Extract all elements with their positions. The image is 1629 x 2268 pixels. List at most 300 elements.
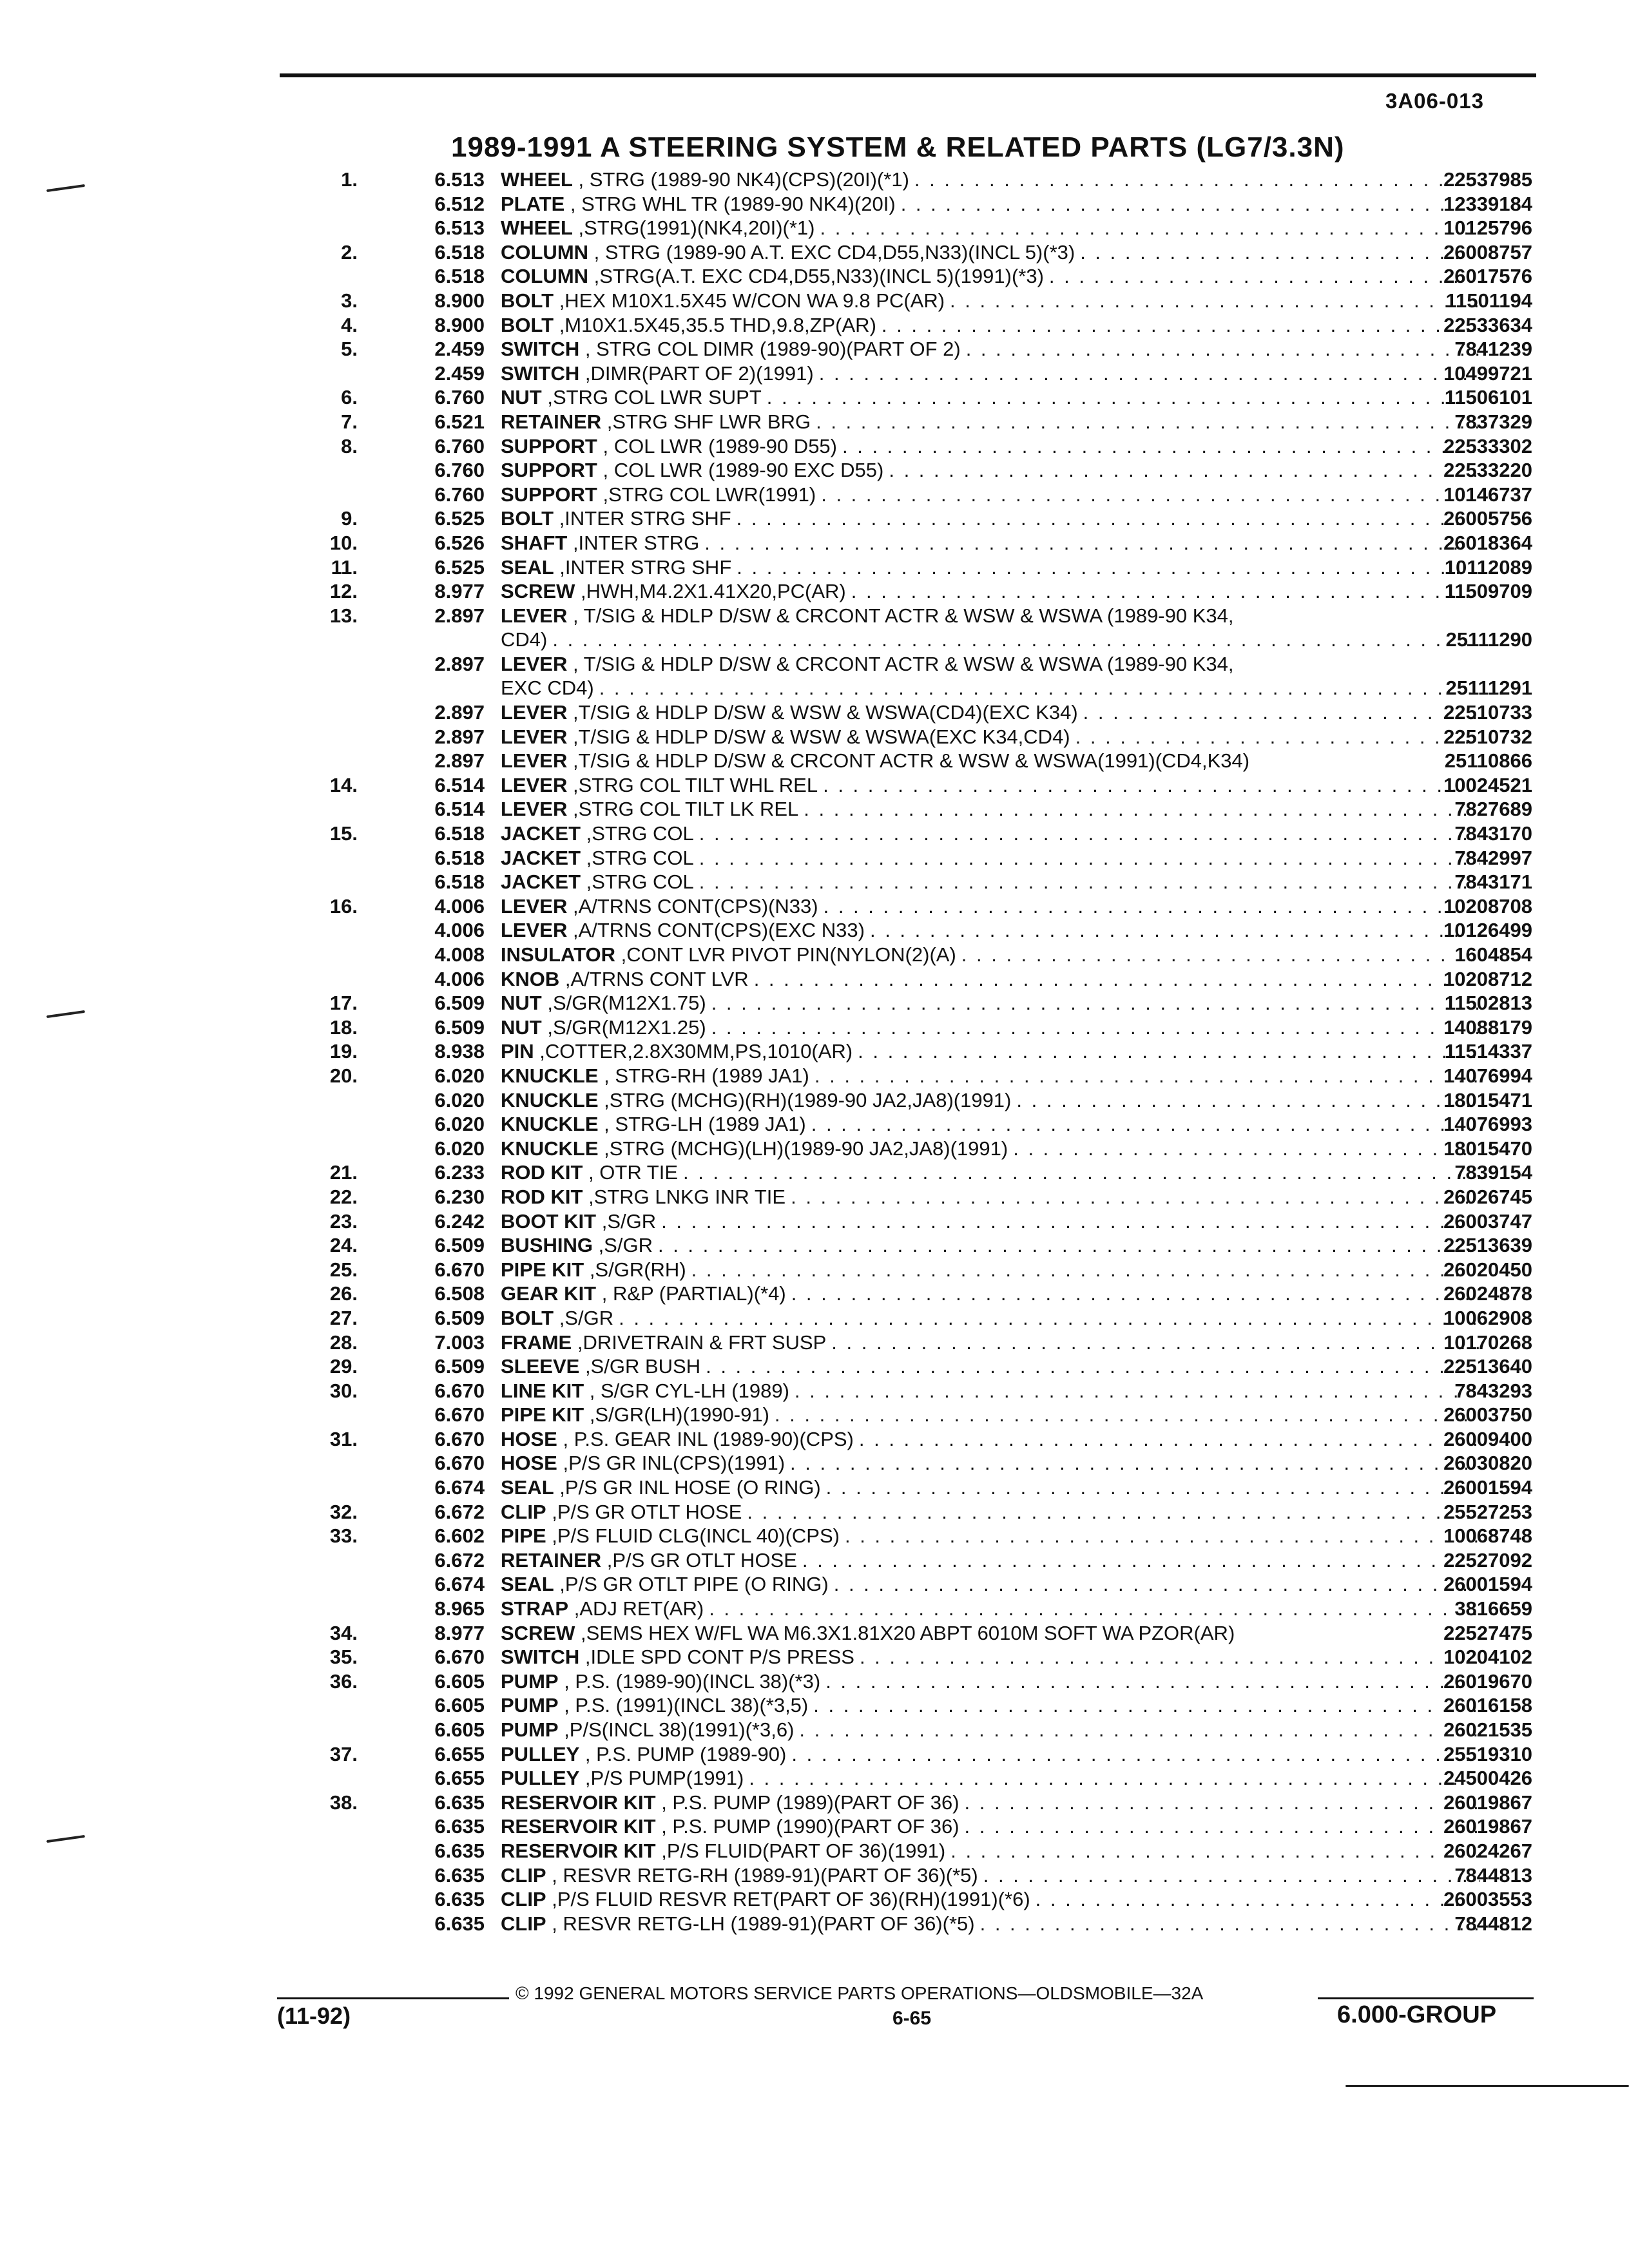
part-number: 22533220 <box>1443 459 1532 482</box>
part-description <box>501 1887 1480 1912</box>
part-description <box>501 1791 1480 1815</box>
item-number: 27. <box>329 1306 358 1329</box>
part-number: 7842997 <box>1454 846 1532 869</box>
dot-leader <box>678 1160 1480 1185</box>
part-detail: , RESVR RETG-RH (1989-91)(PART OF 36)(*5) <box>546 1863 978 1887</box>
group-number: 7.003 <box>434 1331 485 1354</box>
part-row <box>0 313 1629 338</box>
group-number: 6.525 <box>434 507 485 530</box>
part-number: 26003750 <box>1443 1403 1532 1427</box>
part-description <box>501 1500 1480 1524</box>
part-detail: , STRG-LH (1989 JA1) <box>598 1113 806 1136</box>
group-number: 8.965 <box>434 1597 485 1620</box>
part-detail: CD4) <box>501 628 548 651</box>
group-number: 8.900 <box>434 313 485 336</box>
part-name: RETAINER <box>501 1548 602 1571</box>
dot-leader <box>731 506 1480 531</box>
part-row <box>0 1766 1629 1791</box>
part-number: 26026745 <box>1443 1185 1532 1208</box>
dot-leader <box>829 1572 1480 1597</box>
part-description <box>501 385 1480 410</box>
part-detail: ,STRG COL <box>581 870 694 894</box>
item-number: 32. <box>329 1500 358 1523</box>
group-number: 2.897 <box>434 604 485 627</box>
part-row <box>0 1839 1629 1863</box>
part-row <box>0 1088 1629 1113</box>
group-number: 6.635 <box>434 1912 485 1935</box>
part-row <box>0 991 1629 1015</box>
part-detail: ,A/TRNS CONT(CPS)(EXC N33) <box>567 919 865 942</box>
part-name: SWITCH <box>501 361 580 385</box>
part-name: LEVER <box>501 749 568 773</box>
part-detail: ,T/SIG & HDLP D/SW & CRCONT ACTR & WSW & WSWA(1991)(CD4,K34) <box>567 749 1250 773</box>
part-description <box>501 725 1480 749</box>
part-description <box>501 168 1480 192</box>
part-description <box>501 264 1480 289</box>
part-row <box>0 1524 1629 1548</box>
part-number: 12339184 <box>1443 192 1532 215</box>
part-description <box>501 1742 1480 1767</box>
part-name: PIPE KIT <box>501 1403 584 1427</box>
part-number: 22510732 <box>1443 725 1532 748</box>
part-name: LEVER <box>501 773 568 796</box>
part-detail: ,STRG COL LWR(1991) <box>597 483 816 506</box>
dot-leader <box>797 1548 1480 1573</box>
item-number: 16. <box>329 894 358 918</box>
group-number: 6.514 <box>434 773 485 796</box>
dot-leader <box>853 1039 1480 1064</box>
item-number: 22. <box>329 1185 358 1208</box>
dot-leader <box>547 628 1480 652</box>
part-description <box>501 1282 1480 1306</box>
part-name: BOLT <box>501 289 554 312</box>
part-description <box>501 337 1480 361</box>
part-name: KNUCKLE <box>501 1088 599 1111</box>
part-description <box>501 822 1480 846</box>
dot-leader <box>706 1015 1480 1040</box>
group-number: 6.670 <box>434 1258 485 1281</box>
part-detail: ,INTER STRG SHF <box>554 507 731 530</box>
part-row <box>0 918 1629 943</box>
item-number: 26. <box>329 1282 358 1305</box>
part-row <box>0 749 1629 773</box>
part-description <box>501 313 1480 338</box>
part-description <box>501 918 1480 943</box>
part-name: KNOB <box>501 967 560 990</box>
item-number: 9. <box>341 507 358 530</box>
part-description <box>501 604 1480 628</box>
part-name: LEVER <box>501 919 568 942</box>
dot-leader <box>846 579 1480 604</box>
item-number: 21. <box>329 1161 358 1184</box>
part-description <box>501 1160 1480 1185</box>
part-number: 3816659 <box>1454 1597 1532 1620</box>
part-description <box>501 749 1480 773</box>
part-name: CLIP <box>501 1863 546 1887</box>
item-number: 20. <box>329 1064 358 1087</box>
part-detail: ,INTER STRG SHF <box>554 555 732 579</box>
part-name: LEVER <box>501 894 568 918</box>
part-detail: ,CONT LVR PIVOT PIN(NYLON(2)(A) <box>615 943 956 966</box>
dot-leader <box>809 1064 1480 1088</box>
part-detail: ,COTTER,2.8X30MM,PS,1010(AR) <box>534 1040 853 1063</box>
group-number: 2.459 <box>434 361 485 385</box>
item-number: 37. <box>329 1742 358 1765</box>
part-name: SUPPORT <box>501 483 597 506</box>
group-number: 6.518 <box>434 240 485 264</box>
part-detail: ,T/SIG & HDLP D/SW & WSW & WSWA(EXC K34,CD4) <box>567 725 1070 748</box>
part-number: 22533634 <box>1443 313 1532 336</box>
dot-leader <box>613 1306 1480 1331</box>
part-number: 10204102 <box>1443 1646 1532 1669</box>
part-name: LEVER <box>501 604 568 627</box>
part-name: KNUCKLE <box>501 1137 599 1160</box>
group-number: 6.020 <box>434 1088 485 1111</box>
part-row <box>0 216 1629 240</box>
part-name: CLIP <box>501 1500 546 1523</box>
part-detail: ,P/S(INCL 38)(1991)(*3,6) <box>558 1718 795 1741</box>
part-name: HOSE <box>501 1427 557 1450</box>
part-detail: ,ADJ RET(AR) <box>568 1597 704 1620</box>
part-number: 26021535 <box>1443 1718 1532 1741</box>
item-number: 24. <box>329 1234 358 1257</box>
group-number: 6.674 <box>434 1476 485 1499</box>
part-name: LEVER <box>501 652 568 675</box>
part-number: 7837329 <box>1454 410 1532 433</box>
item-number: 35. <box>329 1646 358 1669</box>
part-description <box>501 1403 1480 1427</box>
group-number: 8.977 <box>434 580 485 603</box>
part-number: 25527253 <box>1443 1500 1532 1523</box>
part-detail: , P.S. GEAR INL (1989-90)(CPS) <box>557 1427 854 1450</box>
part-detail: ,S/GR <box>592 1234 653 1257</box>
part-name: KNUCKLE <box>501 1064 599 1087</box>
group-number: 6.518 <box>434 822 485 845</box>
part-description <box>501 1258 1480 1282</box>
part-number: 1604854 <box>1454 943 1532 966</box>
part-detail: , COL LWR (1989-90 EXC D55) <box>597 459 884 482</box>
part-name: SWITCH <box>501 338 580 361</box>
part-name: WHEEL <box>501 216 573 240</box>
part-number: 26019867 <box>1443 1815 1532 1838</box>
dot-leader <box>814 361 1480 386</box>
part-name: HOSE <box>501 1452 557 1475</box>
group-number: 6.020 <box>434 1137 485 1160</box>
part-description <box>501 652 1480 677</box>
dot-leader <box>706 991 1480 1015</box>
group-number: 6.635 <box>434 1791 485 1814</box>
part-name: BOLT <box>501 1306 554 1329</box>
parts-list <box>0 168 1629 1936</box>
part-row <box>0 676 1629 700</box>
group-number: 6.605 <box>434 1669 485 1693</box>
part-name: BOLT <box>501 313 554 336</box>
part-row <box>0 1912 1629 1936</box>
part-row <box>0 506 1629 531</box>
part-description <box>501 700 1480 725</box>
part-detail: , RESVR RETG-LH (1989-91)(PART OF 36)(*5) <box>546 1912 975 1935</box>
part-row <box>0 410 1629 434</box>
part-row <box>0 1015 1629 1040</box>
item-number: 36. <box>329 1669 358 1693</box>
part-row <box>0 1863 1629 1888</box>
item-number: 34. <box>329 1621 358 1644</box>
part-description <box>501 628 1480 652</box>
part-detail: ,P/S FLUID RESVR RET(PART OF 36)(RH)(1991)(*6) <box>546 1888 1030 1911</box>
item-number: 25. <box>329 1258 358 1281</box>
part-number: 10499721 <box>1443 361 1532 385</box>
dot-leader <box>837 434 1480 459</box>
part-detail: , STRG-RH (1989 JA1) <box>598 1064 809 1087</box>
part-description <box>501 846 1480 870</box>
item-number: 23. <box>329 1209 358 1233</box>
part-description <box>501 1718 1480 1742</box>
part-name: NUT <box>501 386 542 409</box>
dot-leader <box>865 918 1480 943</box>
group-number: 6.670 <box>434 1379 485 1402</box>
part-number: 7843171 <box>1454 870 1532 894</box>
dot-leader <box>854 1645 1480 1669</box>
dot-leader <box>742 1500 1480 1524</box>
part-description <box>501 1839 1480 1863</box>
part-row <box>0 1621 1629 1646</box>
part-name: ROD KIT <box>501 1185 583 1208</box>
part-row <box>0 604 1629 628</box>
part-row <box>0 192 1629 216</box>
top-rule <box>280 73 1536 77</box>
part-detail: ,S/GR(M12X1.25) <box>541 1015 706 1039</box>
part-number: 7843170 <box>1454 822 1532 845</box>
group-number: 6.635 <box>434 1863 485 1887</box>
item-number: 13. <box>329 604 358 627</box>
part-number: 22513639 <box>1443 1234 1532 1257</box>
part-name: SUPPORT <box>501 434 597 457</box>
group-number: 6.760 <box>434 483 485 506</box>
group-number: 6.509 <box>434 1355 485 1378</box>
part-row <box>0 458 1629 483</box>
part-description <box>501 1693 1480 1718</box>
part-number: 10126499 <box>1443 919 1532 942</box>
part-detail: ,HWH,M4.2X1.41X20,PC(AR) <box>575 580 846 603</box>
part-number: 26019867 <box>1443 1791 1532 1814</box>
part-row <box>0 870 1629 894</box>
part-detail: ,S/GR(RH) <box>584 1258 686 1281</box>
part-row <box>0 1669 1629 1694</box>
edition-date: (11-92) <box>277 2003 351 2029</box>
group-number: 6.509 <box>434 1015 485 1039</box>
part-number: 10068748 <box>1443 1524 1532 1548</box>
group-number: 6.672 <box>434 1500 485 1523</box>
group-number: 6.518 <box>434 265 485 288</box>
part-row <box>0 1379 1629 1403</box>
part-number: 11514337 <box>1444 1040 1532 1063</box>
part-description <box>501 1548 1480 1573</box>
dot-leader <box>826 1331 1480 1355</box>
item-number: 29. <box>329 1355 358 1378</box>
item-number: 15. <box>329 822 358 845</box>
part-detail: ,STRG COL TILT LK REL <box>567 798 799 821</box>
dot-leader <box>699 531 1480 555</box>
part-detail: ,IDLE SPD CONT P/S PRESS <box>579 1646 854 1669</box>
part-name: SEAL <box>501 555 554 579</box>
group-number: 6.513 <box>434 216 485 240</box>
part-row <box>0 846 1629 870</box>
dot-leader <box>785 1451 1480 1475</box>
part-row <box>0 579 1629 604</box>
dot-leader <box>594 676 1480 700</box>
part-description <box>501 1572 1480 1597</box>
group-number: 6.508 <box>434 1282 485 1305</box>
part-name: SCREW <box>501 580 575 603</box>
group-number: 6.655 <box>434 1742 485 1765</box>
part-name: ROD KIT <box>501 1161 583 1184</box>
part-detail: ,S/GR(LH)(1990-91) <box>584 1403 769 1427</box>
dot-leader <box>840 1524 1480 1548</box>
part-number: 26024267 <box>1443 1839 1532 1862</box>
part-number: 10112089 <box>1444 555 1532 579</box>
part-row <box>0 1645 1629 1669</box>
part-row <box>0 385 1629 410</box>
group-number: 6.242 <box>434 1209 485 1233</box>
part-name: SEAL <box>501 1573 554 1596</box>
group-number: 2.897 <box>434 749 485 773</box>
part-row <box>0 240 1629 265</box>
part-row <box>0 943 1629 967</box>
part-description <box>501 1863 1480 1888</box>
part-name: SEAL <box>501 1476 554 1499</box>
item-number: 1. <box>341 168 358 191</box>
part-row <box>0 337 1629 361</box>
part-row <box>0 1354 1629 1379</box>
part-detail: ,S/GR <box>596 1209 657 1233</box>
part-description <box>501 1354 1480 1379</box>
part-number: 7839154 <box>1454 1161 1532 1184</box>
part-name: SCREW <box>501 1621 575 1644</box>
part-detail: , STRG (1989-90 A.T. EXC CD4,D55,N33)(INCL 5)(*3) <box>588 240 1075 264</box>
group-number: 6.514 <box>434 798 485 821</box>
item-number: 28. <box>329 1331 358 1354</box>
part-row <box>0 652 1629 677</box>
dot-leader <box>794 1718 1480 1742</box>
part-number: 26024878 <box>1443 1282 1532 1305</box>
dot-leader <box>798 797 1480 822</box>
group-number: 6.760 <box>434 459 485 482</box>
part-description <box>501 1669 1480 1694</box>
group-number: 6.602 <box>434 1524 485 1548</box>
group-number: 6.635 <box>434 1815 485 1838</box>
part-row <box>0 797 1629 822</box>
part-description <box>501 1766 1480 1791</box>
dot-leader <box>818 894 1480 919</box>
group-number: 4.006 <box>434 894 485 918</box>
part-row <box>0 1233 1629 1258</box>
part-number: 11502813 <box>1444 992 1532 1015</box>
part-name: COLUMN <box>501 265 589 288</box>
part-description <box>501 1064 1480 1088</box>
part-number: 24500426 <box>1443 1767 1532 1790</box>
dot-leader <box>762 385 1480 410</box>
part-number: 11506101 <box>1444 386 1532 409</box>
part-number: 14076993 <box>1443 1113 1532 1136</box>
part-row <box>0 1693 1629 1718</box>
group-number: 2.897 <box>434 652 485 675</box>
part-description <box>501 216 1480 240</box>
page-number: 6-65 <box>892 2008 932 2029</box>
group-number: 2.897 <box>434 701 485 724</box>
item-number: 31. <box>329 1427 358 1450</box>
part-name: WHEEL <box>501 168 573 191</box>
part-detail: ,M10X1.5X45,35.5 THD,9.8,ZP(AR) <box>554 313 876 336</box>
dot-leader <box>806 1112 1480 1137</box>
part-number: 26020450 <box>1443 1258 1532 1281</box>
group-number: 6.525 <box>434 555 485 579</box>
part-detail: ,DRIVETRAIN & FRT SUSP <box>572 1331 827 1354</box>
part-detail: ,P/S GR OTLT HOSE <box>546 1500 742 1523</box>
part-number: 26008757 <box>1443 240 1532 264</box>
part-description <box>501 1112 1480 1137</box>
part-name: PUMP <box>501 1669 559 1693</box>
part-name: PIPE <box>501 1524 546 1548</box>
part-detail: ,A/TRNS CONT(CPS)(N33) <box>567 894 818 918</box>
part-row <box>0 1451 1629 1475</box>
part-number: 26016158 <box>1443 1694 1532 1717</box>
part-detail: , COL LWR (1989-90 D55) <box>597 434 837 457</box>
part-description <box>501 1209 1480 1234</box>
part-number: 26003553 <box>1443 1888 1532 1911</box>
part-name: LINE KIT <box>501 1379 584 1402</box>
part-number: 25110866 <box>1444 749 1532 773</box>
dot-leader <box>808 1693 1480 1718</box>
part-row <box>0 483 1629 507</box>
part-number: 14076994 <box>1443 1064 1532 1087</box>
part-description <box>501 240 1480 265</box>
group-number: 6.655 <box>434 1767 485 1790</box>
part-name: PUMP <box>501 1718 559 1741</box>
part-number: 10170268 <box>1443 1331 1532 1354</box>
part-description <box>501 1912 1480 1936</box>
part-detail: ,STRG COL TILT WHL REL <box>567 773 818 796</box>
group-number: 2.459 <box>434 338 485 361</box>
part-number: 22537985 <box>1443 168 1532 191</box>
part-detail: EXC CD4) <box>501 677 594 700</box>
part-detail: ,STRG (MCHG)(RH)(1989-90 JA2,JA8)(1991) <box>598 1088 1012 1111</box>
part-number: 26003747 <box>1443 1209 1532 1233</box>
part-number: 26017576 <box>1443 265 1532 288</box>
group-number: 6.509 <box>434 992 485 1015</box>
part-description <box>501 870 1480 894</box>
part-row <box>0 361 1629 386</box>
group-number: 6.233 <box>434 1161 485 1184</box>
item-number: 33. <box>329 1524 358 1548</box>
part-name: NUT <box>501 992 542 1015</box>
scan-mark <box>1345 2085 1629 2087</box>
part-description <box>501 676 1480 700</box>
part-row <box>0 773 1629 798</box>
dot-leader <box>789 1379 1480 1403</box>
part-name: NUT <box>501 1015 542 1039</box>
group-number: 6.635 <box>434 1888 485 1911</box>
group-number: 8.938 <box>434 1040 485 1063</box>
part-row <box>0 1475 1629 1500</box>
part-detail: ,INTER STRG <box>567 531 700 554</box>
part-description <box>501 579 1480 604</box>
part-detail: , T/SIG & HDLP D/SW & CRCONT ACTR & WSW & WSWA (1989-90 K34, <box>567 604 1234 627</box>
part-row <box>0 1160 1629 1185</box>
part-detail: , P.S. PUMP (1989)(PART OF 36) <box>655 1791 959 1814</box>
part-detail: ,STRG(1991)(NK4,20I)(*1) <box>572 216 815 240</box>
dot-leader <box>769 1403 1480 1427</box>
part-row <box>0 1306 1629 1331</box>
